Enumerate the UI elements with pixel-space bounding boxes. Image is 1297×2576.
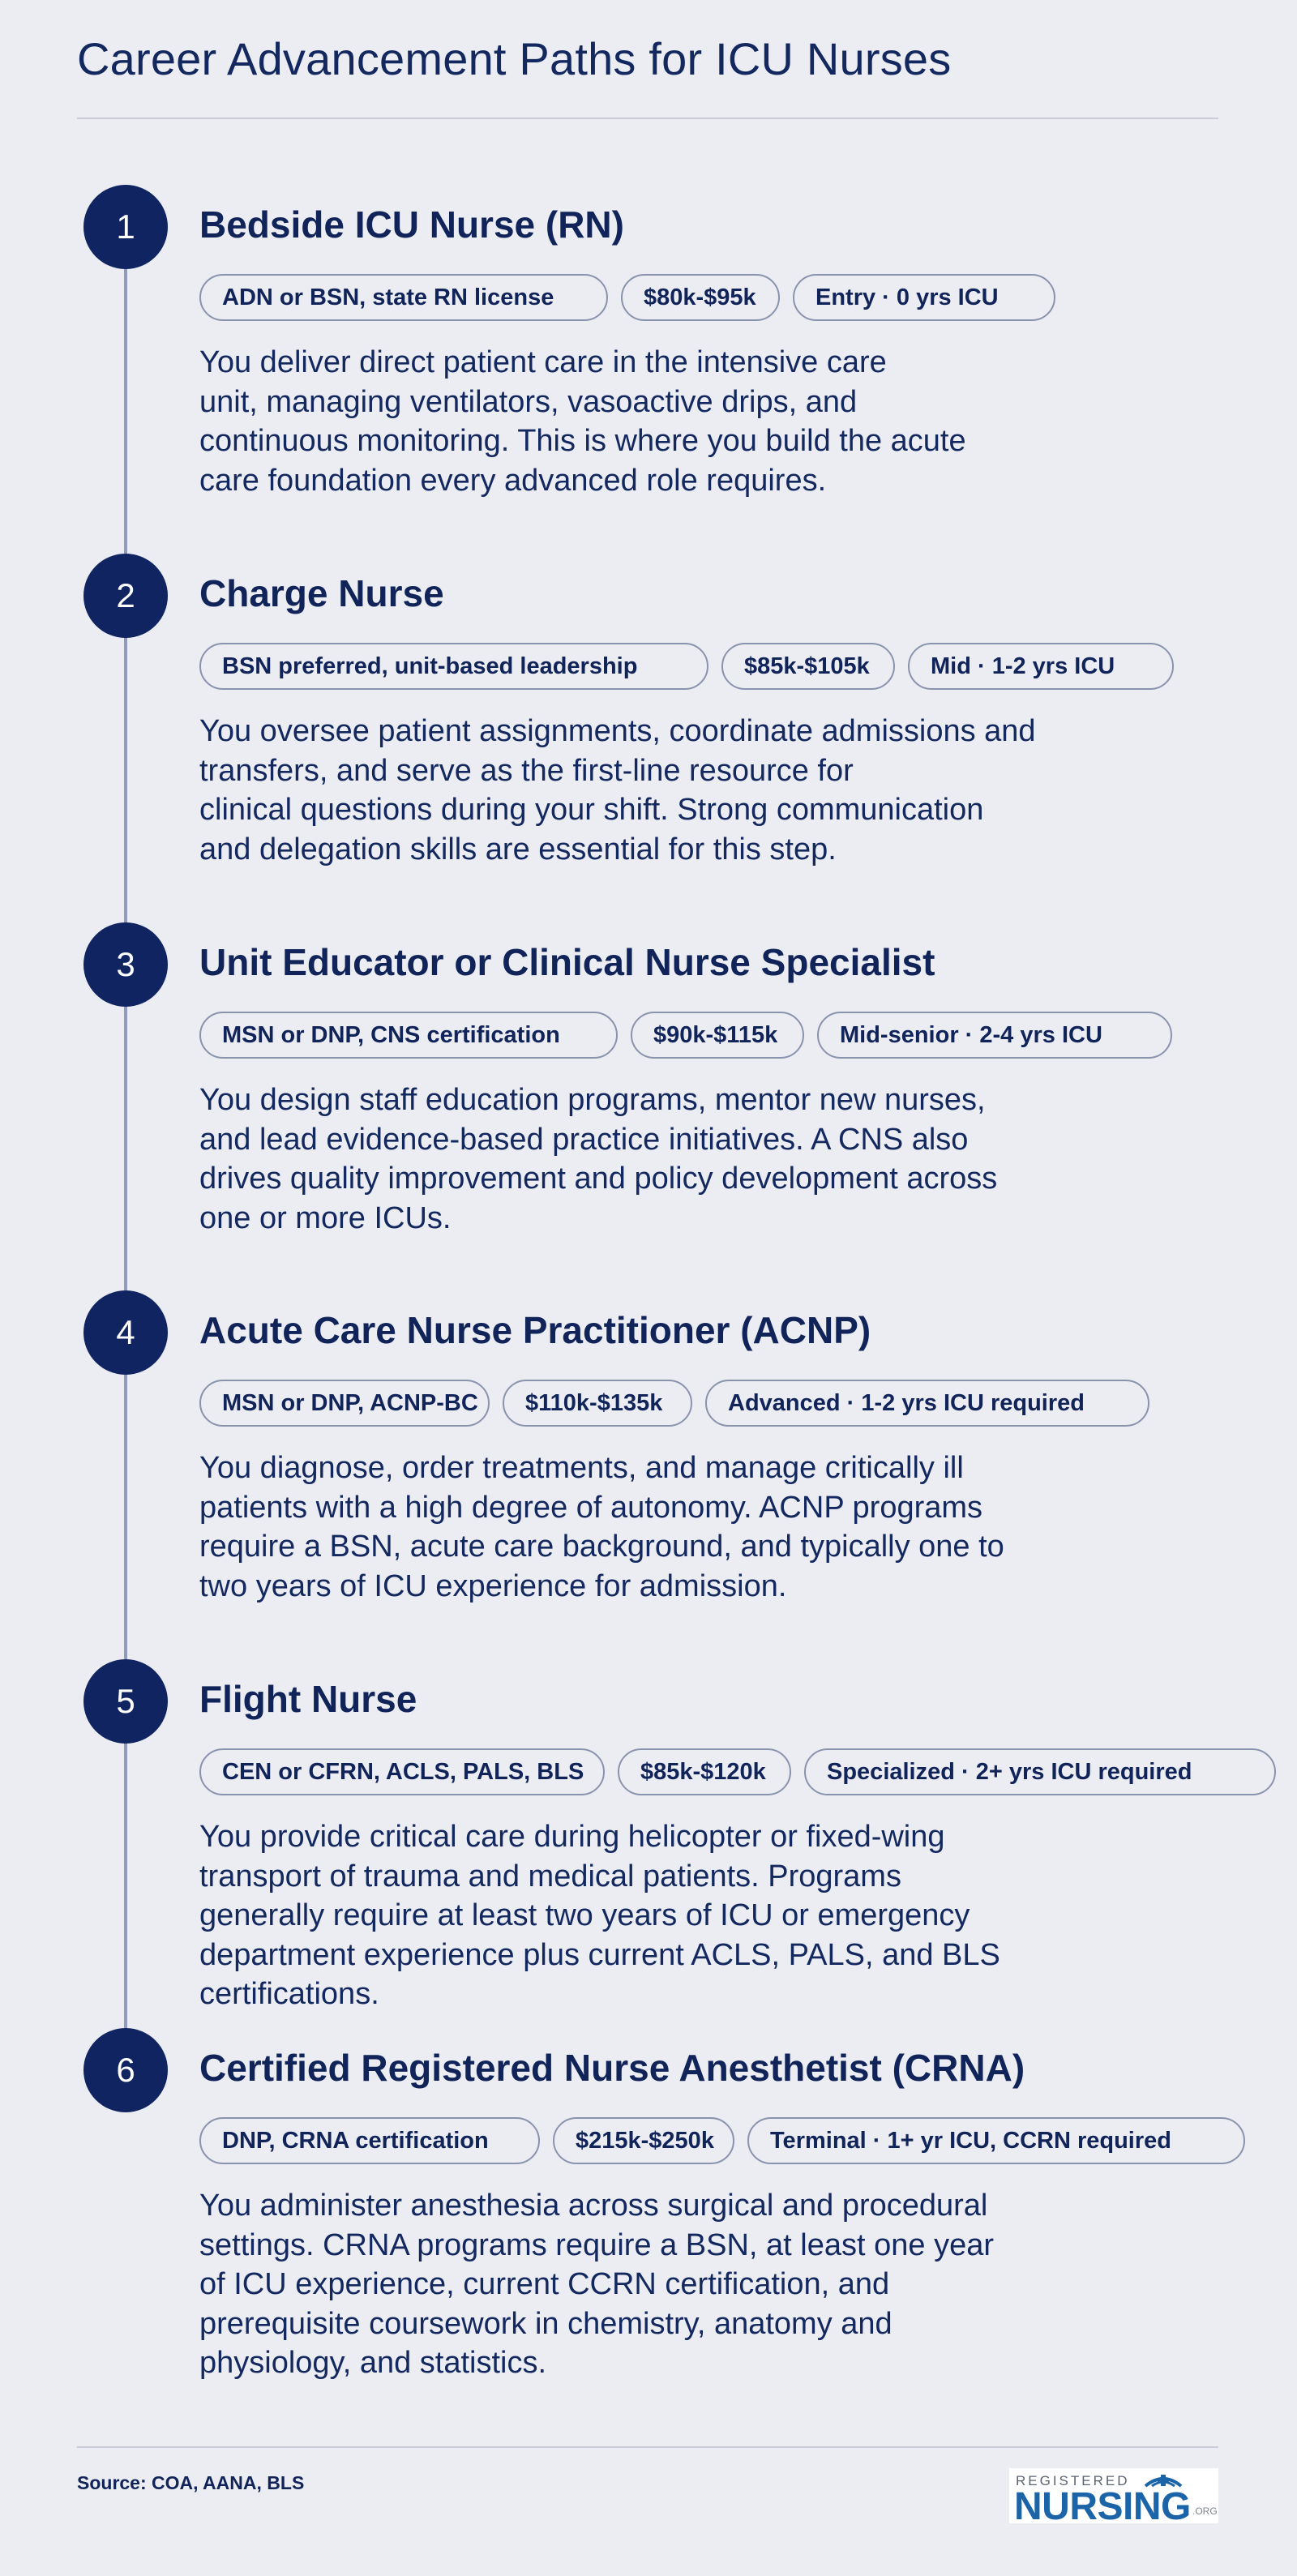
step-title: Bedside ICU Nurse (RN) xyxy=(199,203,624,246)
logo-top-text: REGISTERED xyxy=(1016,2473,1130,2488)
step-title: Unit Educator or Clinical Nurse Specialist xyxy=(199,941,935,983)
step-description xyxy=(199,343,966,500)
step-number-badge: 2 xyxy=(83,554,168,638)
step-tags xyxy=(199,2117,1245,2164)
salary-tag: $110k-$135k xyxy=(503,1380,692,1427)
step-tags xyxy=(199,1748,1276,1795)
step-title: Certified Registered Nurse Anesthetist (CRNA) xyxy=(199,2047,1025,2089)
description-line: prerequisite coursework in chemistry, anatomy and xyxy=(199,2306,892,2341)
experience-tag: Mid-senior · 2-4 yrs ICU xyxy=(817,1012,1172,1059)
description-line: You diagnose, order treatments, and manage critically ill xyxy=(199,1451,964,1485)
description-line: generally require at least two years of ICU or emergency xyxy=(199,1898,970,1932)
experience-tag: Terminal · 1+ yr ICU, CCRN required xyxy=(747,2117,1245,2164)
description-line: transfers, and serve as the first-line resource for xyxy=(199,753,854,788)
description-line: certifications. xyxy=(199,1977,379,2011)
step-number-badge: 6 xyxy=(83,2028,168,2112)
experience-tag: Advanced · 1-2 yrs ICU required xyxy=(705,1380,1149,1427)
education-tag: ADN or BSN, state RN license xyxy=(199,274,608,321)
step-description xyxy=(199,2186,994,2383)
description-line: settings. CRNA programs require a BSN, at least one year xyxy=(199,2227,995,2262)
description-line: You oversee patient assignments, coordinate admissions and xyxy=(199,714,1036,748)
description-line: of ICU experience, current CCRN certification, and xyxy=(199,2267,890,2301)
step-description xyxy=(199,1080,997,1238)
salary-tag: $85k-$105k xyxy=(721,643,895,690)
description-line: You provide critical care during helicopter or fixed-wing xyxy=(199,1820,945,1854)
description-line: unit, managing ventilators, vasoactive drips, and xyxy=(199,384,858,419)
step-number-badge: 1 xyxy=(83,185,168,269)
step-tags xyxy=(199,643,1174,690)
step-title: Acute Care Nurse Practitioner (ACNP) xyxy=(199,1309,871,1351)
description-line: You design staff education programs, mentor new nurses, xyxy=(199,1083,986,1117)
description-line: department experience plus current ACLS, PALS, and BLS xyxy=(199,1937,1000,1972)
source-note: Source: COA, AANA, BLS xyxy=(77,2472,305,2493)
step-number-badge: 3 xyxy=(83,922,168,1007)
description-line: two years of ICU experience for admission. xyxy=(199,1568,787,1603)
description-line: physiology, and statistics. xyxy=(199,2346,547,2380)
step-tags xyxy=(199,274,1055,321)
education-tag: MSN or DNP, CNS certification xyxy=(199,1012,618,1059)
description-line: continuous monitoring. This is where you build the acute xyxy=(199,424,966,458)
description-line: one or more ICUs. xyxy=(199,1200,452,1235)
step-tags xyxy=(199,1012,1172,1059)
education-tag: BSN preferred, unit-based leadership xyxy=(199,643,708,690)
page-title: Career Advancement Paths for ICU Nurses xyxy=(77,33,952,84)
description-line: You deliver direct patient care in the intensive care xyxy=(199,345,887,379)
header-divider xyxy=(77,118,1218,119)
description-line: You administer anesthesia across surgical and procedural xyxy=(199,2189,988,2223)
salary-tag: $215k-$250k xyxy=(553,2117,734,2164)
salary-tag: $90k-$115k xyxy=(631,1012,804,1059)
step-title: Flight Nurse xyxy=(199,1678,417,1720)
experience-tag: Specialized · 2+ yrs ICU required xyxy=(804,1748,1276,1795)
step-description xyxy=(199,1448,1004,1606)
description-line: transport of trauma and medical patients. Programs xyxy=(199,1859,901,1893)
registered-nursing-logo xyxy=(1009,2468,1218,2528)
description-line: clinical questions during your shift. Strong communication xyxy=(199,793,984,827)
description-line: require a BSN, acute care background, and typically one to xyxy=(199,1530,1004,1564)
step-number-badge: 4 xyxy=(83,1290,168,1375)
step-title: Charge Nurse xyxy=(199,572,444,614)
description-line: and delegation skills are essential for this step. xyxy=(199,832,837,867)
salary-tag: $80k-$95k xyxy=(621,274,780,321)
description-line: and lead evidence-based practice initiatives. A CNS also xyxy=(199,1122,969,1157)
description-line: drives quality improvement and policy development across xyxy=(199,1162,998,1196)
step-description xyxy=(199,1817,1000,2014)
description-line: patients with a high degree of autonomy. ACNP programs xyxy=(199,1490,983,1525)
education-tag: MSN or DNP, ACNP-BC xyxy=(199,1380,490,1427)
salary-tag: $85k-$120k xyxy=(618,1748,791,1795)
education-tag: CEN or CFRN, ACLS, PALS, BLS xyxy=(199,1748,605,1795)
step-description xyxy=(199,712,1036,869)
logo-suffix-text: .ORG xyxy=(1192,2505,1218,2517)
description-line: care foundation every advanced role requires. xyxy=(199,463,827,498)
timeline-line xyxy=(124,227,127,2067)
step-number-badge: 5 xyxy=(83,1659,168,1744)
step-tags xyxy=(199,1380,1149,1427)
education-tag: DNP, CRNA certification xyxy=(199,2117,540,2164)
experience-tag: Entry · 0 yrs ICU xyxy=(793,274,1055,321)
footer-divider xyxy=(77,2446,1218,2448)
logo-main-text: NURSING xyxy=(1014,2485,1191,2528)
experience-tag: Mid · 1-2 yrs ICU xyxy=(908,643,1174,690)
